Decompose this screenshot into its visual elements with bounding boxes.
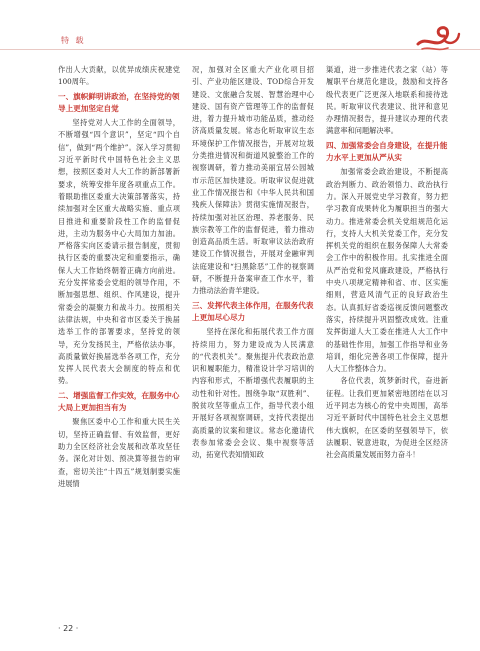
paragraph: 坚持党对人大工作的全面领导，不断增强“四个意识”，坚定“四个自信”，做到“两个维护”。深入学习贯彻习近平新时代中国特色社会主义思想，按照区委对人大工作的新部署新要求，统筹安排年度各项重点工作。着眼助推区委重大决策部署落实，持续加强对全区重大战略实施、重点项目推进和重要阶段性工作的监督促进，主动为服务中心大局加力加油。严格落实向区委请示报告制度，贯彻执行区委的重要决定和重要指示，确保人大工作始终朝着正确方向前进。充分发挥常委会党组的领导作用，不断加强思想、组织、作风建设，提升常委会的凝聚力和战斗力。按照相关法律法规，中央和省市区委关于换届选举工作的部署要求，坚持党的领导，充分发扬民主，严格依法办事，高质量做好换届选举各项工作，充分发挥人民代表大会制度的特点和优势。 <box>58 118 180 386</box>
paragraph: 加强常委会政治建设，不断提高政治判断力、政治领悟力、政治执行力。深入开展党史学习教育，努力把学习教育成果转化为履职担当的强大动力。推进常委会机关党组规范化运行，支持人大机关党委工作，充分发挥机关党的组织在服务保障人大常委会工作中的积极作用。扎实推进全面从严治党和党风廉政建设，严格执行中央八项规定精神和省、市、区实施细则，营造风清气正的良好政治生态。认真抓好省委巡视反馈问题整改落实，持续提升巩固整改成效。注重发挥街道人大工委在推进人大工作中的基础性作用，加强工作指导和业务培训，细化完善各项工作保障，提升人大工作整体合力。 <box>326 167 448 374</box>
paragraph: 聚焦区委中心工作和重大民生关切，坚持正确监督、有效监督，更好助力全区经济社会发展和改革攻坚任务。深化对计划、预决算等报告的审查，密切关注“十四五”规划制要实施进展情 <box>58 417 180 488</box>
page-number: · 22 · <box>58 624 79 633</box>
section-heading: 二、增强监督工作实效，在服务中心大局上更加担当有为 <box>58 390 180 413</box>
text-column-2 <box>192 64 314 624</box>
paragraph: 况，加强对全区重大产业化项目招引、产业功能区建设、TOD综合开发建设、文旅融合发展、智慧治理中心建设、国有资产管理等工作的监督促进，着力提升城市功能品质，推动经济高质量发展。常态化听取审议生态环境保护工作情况报告，开展对垃圾分类推进情况和街道风貌整治工作的视察调研，着力推动美丽宜居公园城市示范区加快建设。听取审议促进就业工作情况报告和《中华人民共和国残疾人保障法》贯彻实施情况报告，持续加强对社区治理、养老服务、民族宗教等工作的监督促进，着力推动创造高品质生活。听取审议法治政府建设工作情况报告，开展对金融审判法庭建设和“扫黑除恶”工作的视察调研，不断提升备案审查工作水平，着力推动法治青羊建设。 <box>192 65 314 296</box>
paragraph: 渠道，进一步推进代表之家（站）等履职平台规范化建设，鼓励和支持各级代表更广泛更深入地联系和接待选民。听取审议代表建议、批评和意见办理情况报告，提升建议办理的代表满意率和问题解决率。 <box>326 65 448 136</box>
header-divider <box>0 49 480 50</box>
text-column-1 <box>58 64 180 624</box>
paragraph: 各位代表，筑梦新时代，奋进新征程。让我们更加紧密地团结在以习近平同志为核心的党中央周围，高举习近平新时代中国特色社会主义思想伟大旗帜，在区委的坚强领导下，依法履职、锐意进取，为促进全区经济社会高质量发展而努力奋斗！ <box>326 376 448 460</box>
section-heading: 一、旗帜鲜明讲政治，在坚持党的领导上更加坚定自觉 <box>58 91 180 113</box>
section-label: 特 载 <box>61 36 86 45</box>
paragraph: 坚持在深化和拓展代表工作方面持续用力，努力建设成为人民满意的“代表机关”。聚焦提升代表政治意识和履职能力，精准设计学习培训的内容和形式，不断增强代表履职的主动性和针对性。围绕争取“双胜利”、脱贫攻坚等重点工作，指导代表小组开展好各项视察调研，支持代表提出高质量的议案和建议。常态化邀请代表参加常委会会议、集中视察等活动，拓宽代表知情知政 <box>192 327 314 460</box>
red-swirl-decoration-icon <box>414 18 462 58</box>
article-body <box>58 64 450 624</box>
page-header <box>0 0 480 56</box>
text-column-3 <box>326 64 448 624</box>
section-heading: 四、加强常委会自身建设，在提升能力水平上更加从严从实 <box>326 140 448 163</box>
paragraph: 作出人大贡献，以优异成绩庆祝建党100周年。 <box>58 65 180 87</box>
section-heading: 三、发挥代表主体作用，在服务代表上更加尽心尽力 <box>192 300 314 322</box>
